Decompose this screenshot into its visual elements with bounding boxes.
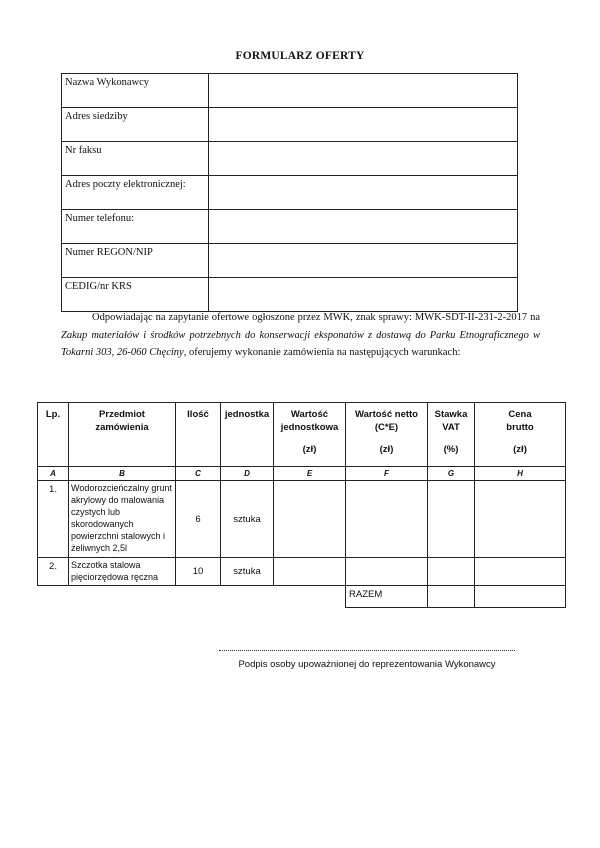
header-line1: Lp. [45,409,61,420]
order-letters-row [38,467,566,481]
column-letter: E [274,467,346,481]
header-line1: Ilość [187,409,209,420]
contractor-field-row [62,74,518,108]
header-line1: Wartość [290,409,329,420]
header-line1: Cena [508,409,532,420]
contractor-field-row [62,108,518,142]
item-unit: sztuka [221,558,274,586]
item-gross-price[interactable] [475,481,566,558]
header-line1: jednostka [224,409,270,420]
header-line2: brutto [506,422,534,433]
order-header-cell [221,403,274,467]
total-row [38,586,566,608]
item-description: Szczotka stalowa pięciorzędowa ręczna [69,558,176,586]
contractor-field-value[interactable] [209,210,518,244]
header-line1: Przedmiot [99,409,145,420]
order-header-cell [69,403,176,467]
column-letter: B [69,467,176,481]
item-lp: 2. [38,558,69,586]
order-header-cell [346,403,428,467]
header-unit: (zł) [513,444,527,455]
item-gross-price[interactable] [475,558,566,586]
contractor-field-value[interactable] [209,278,518,312]
contractor-field-label: Nazwa Wykonawcy [62,74,209,108]
column-letter: H [475,467,566,481]
total-row-spacer [38,586,346,608]
contractor-field-label: CEDIG/nr KRS [62,278,209,312]
header-line2: (C*E) [374,422,399,433]
column-letter: F [346,467,428,481]
order-item-row [38,481,566,558]
header-unit: (zł) [302,444,317,455]
signature-caption: Podpis osoby upoważnionej do reprezentowania Wykonawcy [238,659,496,670]
total-vat-cell[interactable] [428,586,475,608]
contractor-field-value[interactable] [209,176,518,210]
contractor-field-value[interactable] [209,142,518,176]
header-line2: jednostkowa [280,422,339,433]
header-line1: Wartość netto [355,409,418,420]
contractor-field-label: Adres poczty elektronicznej: [62,176,209,210]
intro-text-part1: Odpowiadając na zapytanie ofertowe ogłoszone przez MWK, znak sprawy: MWK-SDT-II-231-2-2017 na [92,312,540,323]
item-unit-value[interactable] [274,481,346,558]
total-gross-cell[interactable] [475,586,566,608]
column-letter: D [221,467,274,481]
contractor-field-value[interactable] [209,74,518,108]
order-header-cell [176,403,221,467]
contractor-field-value[interactable] [209,244,518,278]
order-header-cell [274,403,346,467]
item-lp: 1. [38,481,69,558]
item-unit: sztuka [221,481,274,558]
contractor-field-label: Numer REGON/NIP [62,244,209,278]
column-letter: G [428,467,475,481]
item-net-value[interactable] [346,481,428,558]
contractor-info-table [61,73,518,312]
contractor-field-row [62,176,518,210]
contractor-field-row [62,142,518,176]
header-unit: (%) [443,444,459,455]
contractor-field-label: Nr faksu [62,142,209,176]
intro-text-part2: , oferujemy wykonanie zamówienia na następujących warunkach: [183,347,461,358]
item-vat-rate[interactable] [428,481,475,558]
intro-paragraph [61,309,540,362]
order-header-cell [38,403,69,467]
contractor-field-label: Numer telefonu: [62,210,209,244]
contractor-field-value[interactable] [209,108,518,142]
contractor-field-row [62,210,518,244]
form-title: FORMULARZ OFERTY [235,50,365,62]
item-description: Wodorozcieńczalny grunt akrylowy do malowania czystych lub skorodowanych powierzchni stalowych i żeliwnych 2,5l [69,481,176,558]
contractor-field-label: Adres siedziby [62,108,209,142]
total-label: RAZEM [346,586,428,608]
item-unit-value[interactable] [274,558,346,586]
header-line1: Stawka [434,409,468,420]
header-unit: (zł) [379,444,394,455]
order-header-row [38,403,566,467]
header-line2: VAT [442,422,460,433]
signature-line [219,650,515,651]
item-net-value[interactable] [346,558,428,586]
contractor-field-row [62,278,518,312]
contractor-field-row [62,244,518,278]
header-line2: zamówienia [95,422,149,433]
item-quantity: 10 [176,558,221,586]
column-letter: C [176,467,221,481]
order-header-cell [475,403,566,467]
intro-subject: Zakup materiałów i środków potrzebnych do konserwacji eksponatów z dostawą do Parku Etnograficznego w Tokarni 303, 26-060 Chęciny [61,329,540,358]
column-letter: A [38,467,69,481]
item-vat-rate[interactable] [428,558,475,586]
order-item-row [38,558,566,586]
item-quantity: 6 [176,481,221,558]
order-table [37,402,566,608]
order-header-cell [428,403,475,467]
